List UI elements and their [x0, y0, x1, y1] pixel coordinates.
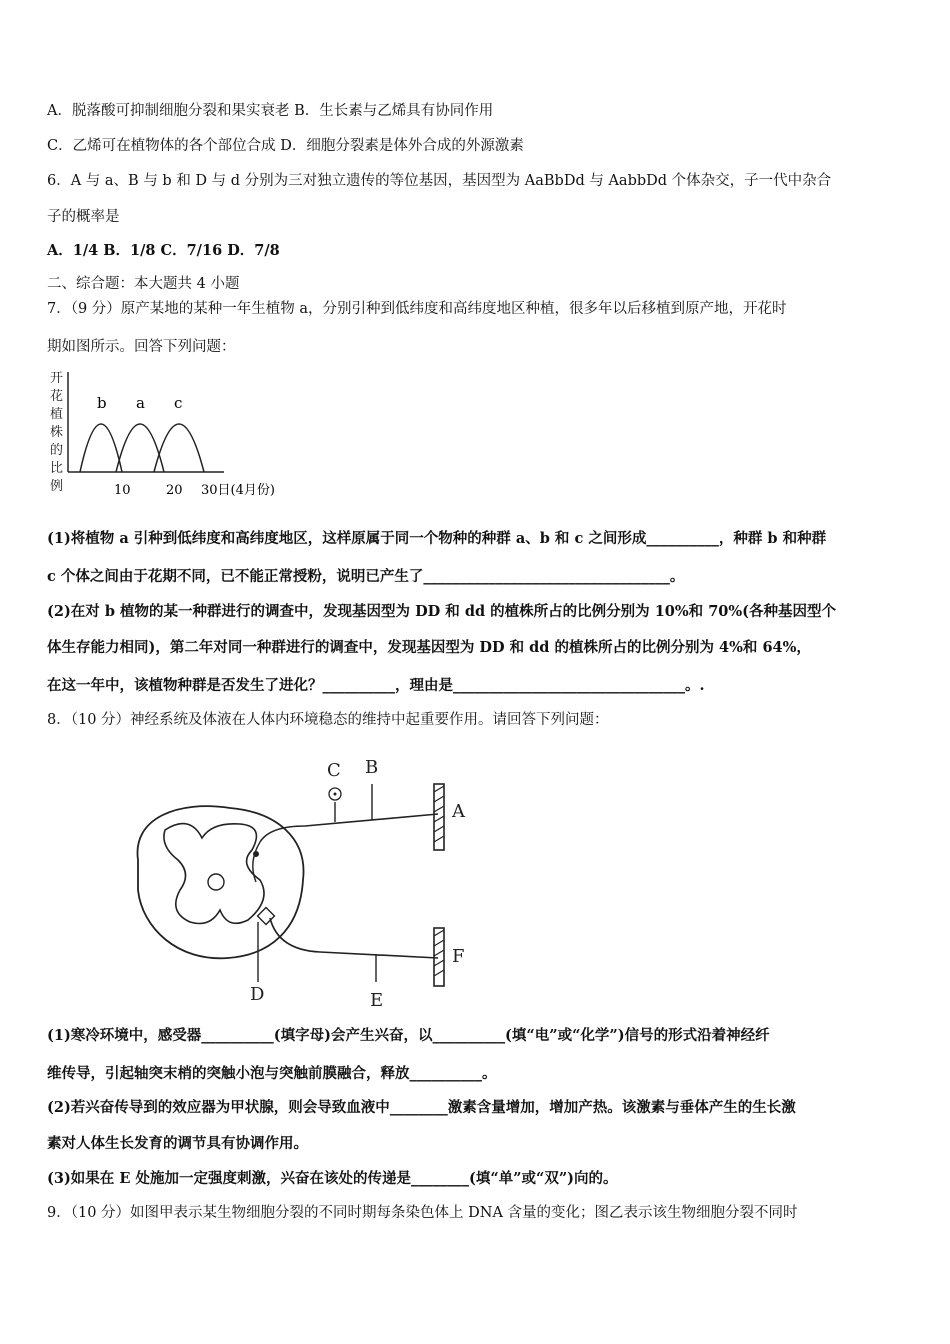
curve-label-a: a — [136, 394, 145, 412]
x-tick-20: 20 — [166, 483, 183, 498]
q6-options: A．1/4 B．1/8 C．7/16 D．7/8 — [47, 242, 280, 259]
q6-stem-line2: 子的概率是 — [47, 209, 120, 225]
q9-stem-line1: 9．（10 分）如图甲表示某生物细胞分裂的不同时期每条染色体上 DNA 含量的变化；图乙表示该生物细胞分裂不同时 — [47, 1205, 798, 1221]
label-f: F — [452, 946, 465, 967]
label-d: D — [250, 984, 265, 1005]
label-a: A — [452, 801, 465, 822]
q7-part2-line2: 体生存能力相同)，第二年对同一种群进行的调查中，发现基因型为 DD 和 dd 的植株所占的比例分别为 4%和 64%， — [47, 639, 811, 656]
label-c: C — [327, 760, 341, 781]
label-e: E — [370, 990, 384, 1011]
ylabel-char: 例 — [50, 479, 64, 494]
synapse-dot — [253, 851, 259, 857]
chart-ylabel — [50, 371, 63, 494]
effector-f — [434, 928, 444, 986]
curve-a — [116, 424, 164, 472]
section2-heading: 二、综合题：本大题共 4 小题 — [47, 276, 240, 292]
afferent-nerve — [260, 814, 438, 842]
ylabel-char: 的 — [50, 443, 64, 458]
q8-reflex-arc-diagram — [120, 750, 490, 1015]
curve-b — [80, 424, 122, 472]
effector-f-hatch — [434, 930, 444, 976]
q8-part2-line1: (2)若兴奋传导到的效应器为甲状腺，则会导致血液中________激素含量增加，增加产热。该激素与垂体产生的生长激 — [47, 1099, 796, 1116]
q5-options-line2: C．乙烯可在植物体的各个部位合成 D．细胞分裂素是体外合成的外源激素 — [47, 138, 524, 154]
electrode-c-center — [334, 793, 337, 796]
q8-part3: (3)如果在 E 处施加一定强度刺激，兴奋在该处的传递是________(填“单”或“双”)向的。 — [47, 1170, 618, 1187]
q7-flowering-chart — [44, 366, 284, 506]
ylabel-char: 比 — [50, 461, 64, 476]
x-tick-10: 10 — [114, 483, 131, 498]
x-end-label: 30日(4月份) — [201, 483, 275, 498]
curve-label-c: c — [174, 394, 183, 412]
ylabel-char: 花 — [50, 389, 64, 404]
central-canal — [208, 874, 224, 890]
q6-stem-line1: 6．A 与 a、B 与 b 和 D 与 d 分别为三对独立遗传的等位基因，基因型为 AaBbDd 与 AabbDd 个体杂交，子一代中杂合 — [47, 173, 832, 189]
ylabel-char: 开 — [50, 371, 64, 386]
q5-options-line1: A．脱落酸可抑制细胞分裂和果实衰老 B．生长素与乙烯具有协同作用 — [47, 103, 494, 119]
q8-part2-line2: 素对人体生长发育的调节具有协调作用。 — [47, 1135, 308, 1152]
ylabel-char: 植 — [50, 407, 64, 422]
efferent-nerve — [270, 918, 438, 958]
q7-part2-line3: 在这一年中，该植物种群是否发生了进化？__________，理由是________________________________。. — [47, 677, 705, 694]
q8-stem: 8．（10 分）神经系统及体液在人体内环境稳态的维持中起重要作用。请回答下列问题： — [47, 712, 609, 728]
q7-part1-line1: (1)将植物 a 引种到低纬度和高纬度地区，这样原属于同一个物种的种群 a、b 和 c 之间形成__________，种群 b 和种群 — [47, 530, 827, 547]
curve-label-b: b — [97, 394, 107, 412]
q7-stem-line1: 7．（9 分）原产某地的某种一年生植物 a，分别引种到低纬度和高纬度地区种植，很多年以后移植到原产地，开花时 — [47, 301, 787, 317]
label-b: B — [365, 757, 379, 778]
q7-part2-line1: (2)在对 b 植物的某一种群进行的调查中，发现基因型为 DD 和 dd 的植株所占的比例分别为 10%和 70%(各种基因型个 — [47, 603, 837, 620]
ylabel-char: 株 — [50, 425, 64, 440]
q8-part1-line1: (1)寒冷环境中，感受器__________(填字母)会产生兴奋，以__________(填“电”或“化学”)信号的形式沿着神经纤 — [47, 1027, 770, 1044]
q8-part1-line2: 维传导，引起轴突末梢的突触小泡与突触前膜融合，释放__________。 — [47, 1065, 497, 1082]
q7-stem-line2: 期如图所示。回答下列问题： — [47, 339, 236, 355]
q7-part1-line2: c 个体之间由于花期不同，已不能正常授粉，说明已产生了__________________________________。 — [47, 568, 685, 585]
